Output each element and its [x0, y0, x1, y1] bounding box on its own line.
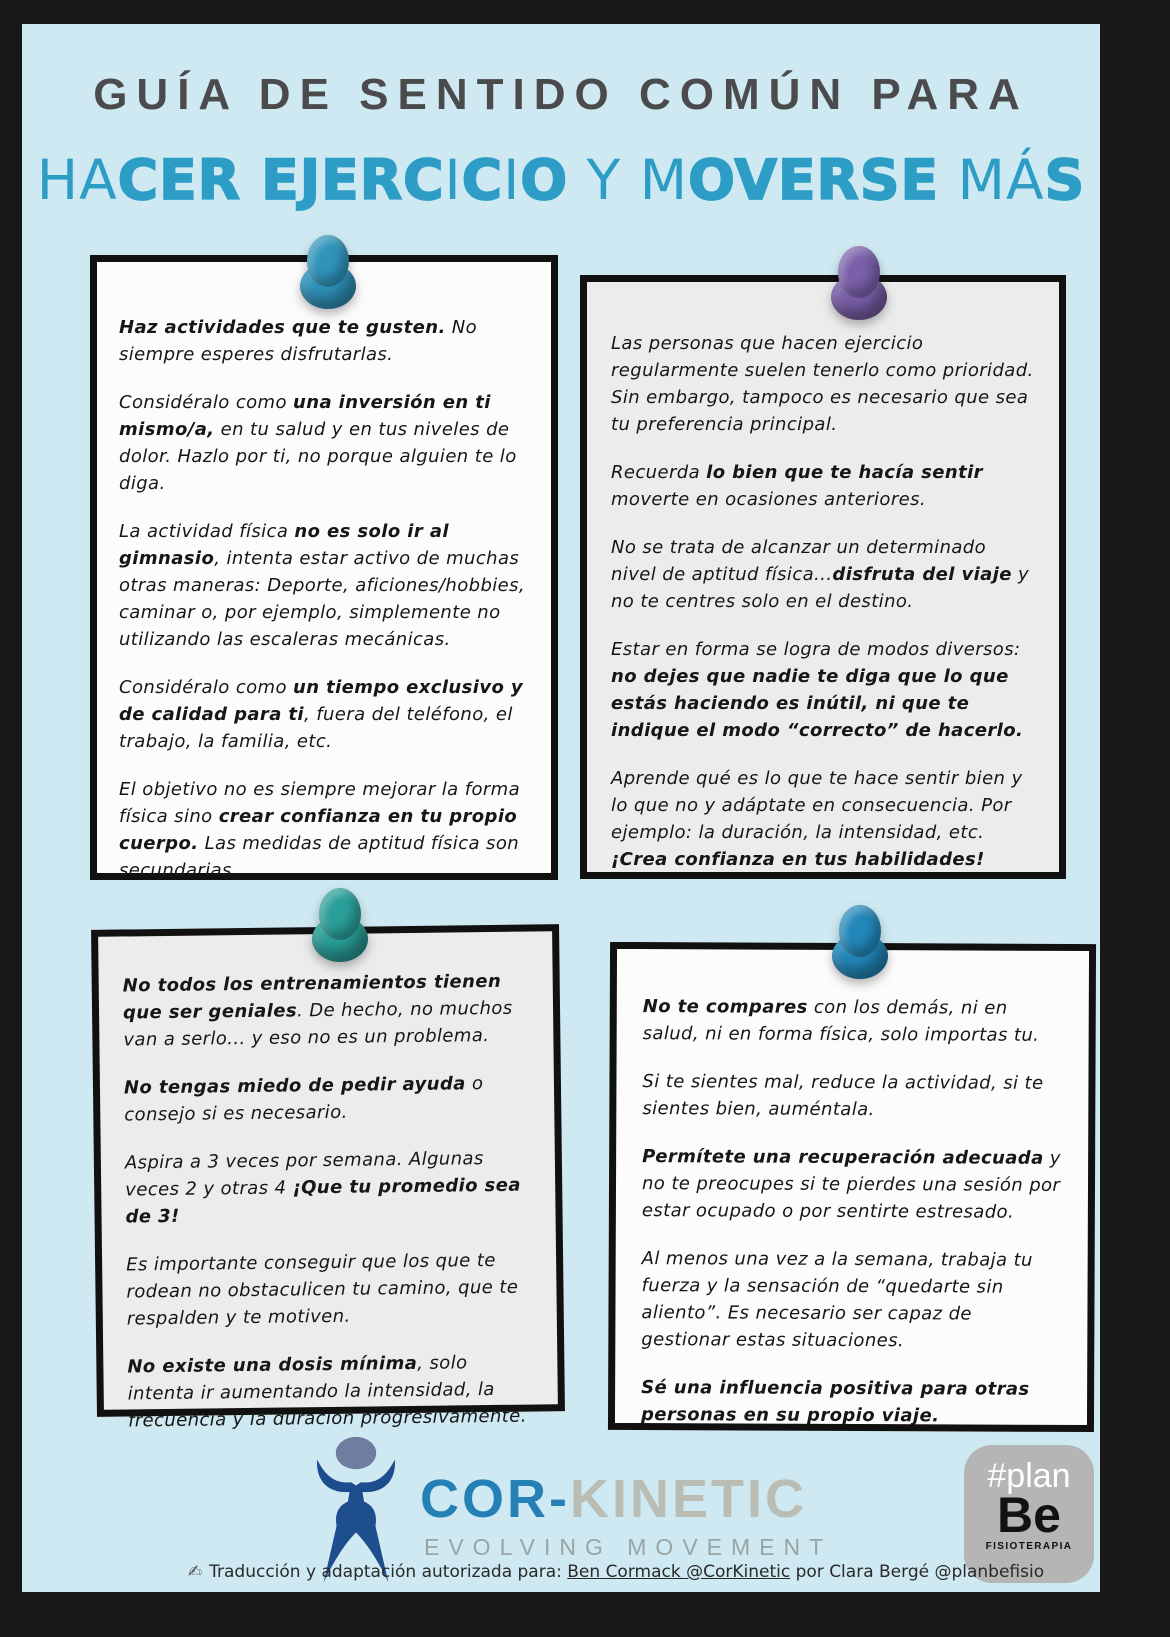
- push-pin-cap: [839, 905, 881, 957]
- body-text: Considéralo como: [119, 677, 294, 698]
- credit-prefix: Traducción y adaptación autorizada para:: [209, 1562, 568, 1582]
- note-card-text: [641, 993, 1063, 1430]
- credit-link[interactable]: Ben Cormack @CorKinetic: [567, 1562, 791, 1582]
- credit-line: [132, 1562, 1100, 1582]
- emphasized-text: no es solo ir al gimnasio: [119, 521, 449, 569]
- title-segment: Y M: [568, 148, 689, 212]
- note-card-top-right: [580, 275, 1066, 879]
- paragraph: [611, 534, 1035, 615]
- body-text: Considéralo como: [119, 392, 294, 413]
- body-text: Aspira a 3 veces por semana. Algunas veces 2 y otras 4: [124, 1148, 484, 1201]
- title-segment: O: [520, 148, 569, 212]
- push-pin-icon: [832, 905, 888, 979]
- paragraph: [119, 389, 529, 497]
- push-pin-cap: [319, 888, 361, 940]
- body-text: , intenta estar activo de muchas otras maneras: Deporte, aficiones/hobbies, caminar o, por ejemplo, simplemente no utilizando las escaleras mecánicas.: [119, 548, 526, 650]
- paragraph: [611, 459, 1035, 513]
- paragraph: [119, 314, 529, 368]
- cor-kinetic-wordmark: [420, 1469, 833, 1561]
- note-card-text: [123, 968, 535, 1435]
- body-text: Recuerda: [611, 462, 707, 483]
- body-text: Si te sientes mal, reduce la actividad, si te sientes bien, auméntala.: [642, 1071, 1044, 1121]
- emphasized-text: No te compares: [642, 996, 808, 1018]
- title-segment: HA: [36, 148, 118, 212]
- push-pin-icon: [300, 235, 356, 309]
- planbe-logo-plan: #plan: [987, 1457, 1071, 1495]
- body-text: El objetivo no es siempre mejorar la forma física sino: [119, 779, 521, 827]
- emphasized-text: una inversión en ti mismo/a,: [119, 392, 491, 440]
- paragraph: [127, 1349, 534, 1435]
- emphasized-text: no dejes que nadie te diga que lo que estás haciendo es inútil, ni que te indique el modo “correcto” de hacerlo.: [611, 666, 1024, 741]
- emphasized-text: No tengas miedo de pedir ayuda: [123, 1073, 466, 1099]
- cor-kinetic-name-secondary: KINETIC: [569, 1469, 807, 1529]
- paragraph: [611, 636, 1035, 744]
- paragraph: [125, 1145, 532, 1231]
- title-segment: MÁ: [939, 148, 1045, 212]
- paragraph: [642, 1143, 1062, 1226]
- credit-suffix: por Clara Bergé @planbefisio: [790, 1562, 1045, 1582]
- note-card-text: [119, 314, 529, 884]
- paragraph: [643, 993, 1063, 1049]
- emphasized-text: ¡Que tu promedio sea de 3!: [125, 1174, 521, 1228]
- title-segment: OVERSE: [688, 148, 940, 212]
- title-segment: S: [1044, 148, 1086, 212]
- paragraph: [123, 968, 530, 1054]
- cor-kinetic-tagline: EVOLVING MOVEMENT: [424, 1534, 833, 1560]
- poster-background: [22, 24, 1100, 1592]
- title-segment: CER EJERC: [117, 148, 445, 212]
- paragraph: [126, 1247, 533, 1333]
- title-segment: I: [503, 148, 521, 212]
- body-text: Las personas que hacen ejercicio regularmente suelen tenerlo como prioridad. Sin embargo, tampoco es necesario que sea tu preferencia principal.: [611, 333, 1034, 435]
- push-pin-cap: [307, 235, 349, 287]
- note-card-text: [611, 330, 1035, 873]
- signature-icon: ✍: [187, 1562, 203, 1582]
- body-text: Aprende qué es lo que te hace sentir bien y lo que no y adáptate en consecuencia. Por ejemplo: la duración, la intensidad, etc.: [611, 768, 1023, 843]
- body-text: La actividad física: [119, 521, 295, 542]
- paragraph: [611, 330, 1035, 438]
- note-card-bottom-right: [608, 942, 1096, 1432]
- paragraph: [119, 518, 529, 653]
- body-text: Estar en forma se logra de modos diversos:: [611, 639, 1021, 660]
- poster-subtitle: [22, 148, 1100, 212]
- paragraph: [119, 776, 529, 884]
- body-text: moverte en ocasiones anteriores.: [611, 489, 927, 510]
- body-text: o consejo si es necesario.: [124, 1073, 484, 1126]
- body-text: y no te preocupes si te pierdes una sesión por estar ocupado o por sentirte estresado.: [641, 1147, 1061, 1223]
- push-pin-icon: [831, 246, 887, 320]
- emphasized-text: lo bien que te hacía sentir: [706, 462, 983, 483]
- emphasized-text: crear confianza en tu propio cuerpo.: [119, 806, 518, 854]
- emphasized-text: ¡Crea confianza en tus habilidades!: [611, 849, 985, 870]
- body-text: Al menos una vez a la semana, trabaja tu fuerza y la sensación de “quedarte sin aliento”. Es necesario ser capaz de gestionar estas situaciones.: [641, 1248, 1033, 1352]
- body-text: en tu salud y en tus niveles de dolor. Hazlo por ti, no porque alguien te lo diga.: [119, 419, 517, 494]
- poster-title: GUÍA DE SENTIDO COMÚN PARA: [93, 70, 1029, 119]
- paragraph: [119, 674, 529, 755]
- push-pin-cap: [838, 246, 880, 298]
- emphasized-text: Haz actividades que te gusten.: [119, 317, 446, 338]
- emphasized-text: No existe una dosis mínima: [127, 1352, 418, 1378]
- body-text: No siempre esperes disfrutarlas.: [119, 317, 478, 365]
- planbe-logo-subtitle: FISIOTERAPIA: [985, 1540, 1073, 1552]
- body-text: Es importante conseguir que los que te rodean no obstaculicen tu camino, que te respalden y te motiven.: [126, 1249, 519, 1330]
- body-text: . De hecho, no muchos van a serlo... y eso no es un problema.: [123, 997, 513, 1051]
- planbe-logo-be: Be: [997, 1486, 1061, 1543]
- title-segment: I: [444, 148, 462, 212]
- body-text: y no te centres solo en el destino.: [611, 564, 1030, 612]
- paragraph: [611, 765, 1035, 873]
- title-segment: C: [461, 148, 504, 212]
- body-text: No se trata de alcanzar un determinado nivel de aptitud física...: [611, 537, 987, 585]
- paragraph: [124, 1070, 531, 1129]
- emphasized-text: No todos los entrenamientos tienen que ser geniales: [122, 970, 502, 1024]
- body-text: con los demás, ni en salud, ni en forma física, solo importas tu.: [642, 996, 1040, 1046]
- body-text: , solo intenta ir aumentando la intensidad, la frecuencia y la duración progresivamente.: [127, 1352, 527, 1432]
- note-card-bottom-left: [91, 924, 565, 1432]
- body-text: Las medidas de aptitud física son secundarias.: [119, 833, 520, 881]
- paragraph: [641, 1245, 1061, 1355]
- cor-kinetic-name: [420, 1469, 832, 1529]
- note-card-top-left: [90, 255, 558, 880]
- paragraph: [641, 1374, 1061, 1430]
- paragraph: [642, 1068, 1062, 1124]
- body-text: , fuera del teléfono, el trabajo, la familia, etc.: [119, 704, 513, 752]
- emphasized-text: Permítete una recuperación adecuada: [642, 1146, 1044, 1169]
- emphasized-text: Sé una influencia positiva para otras personas en su propio viaje.: [640, 1377, 1030, 1427]
- emphasized-text: un tiempo exclusivo y de calidad para ti: [119, 677, 524, 725]
- emphasized-text: disfruta del viaje: [832, 564, 1012, 585]
- cor-kinetic-name-primary: COR-: [420, 1469, 570, 1529]
- push-pin-icon: [312, 888, 368, 962]
